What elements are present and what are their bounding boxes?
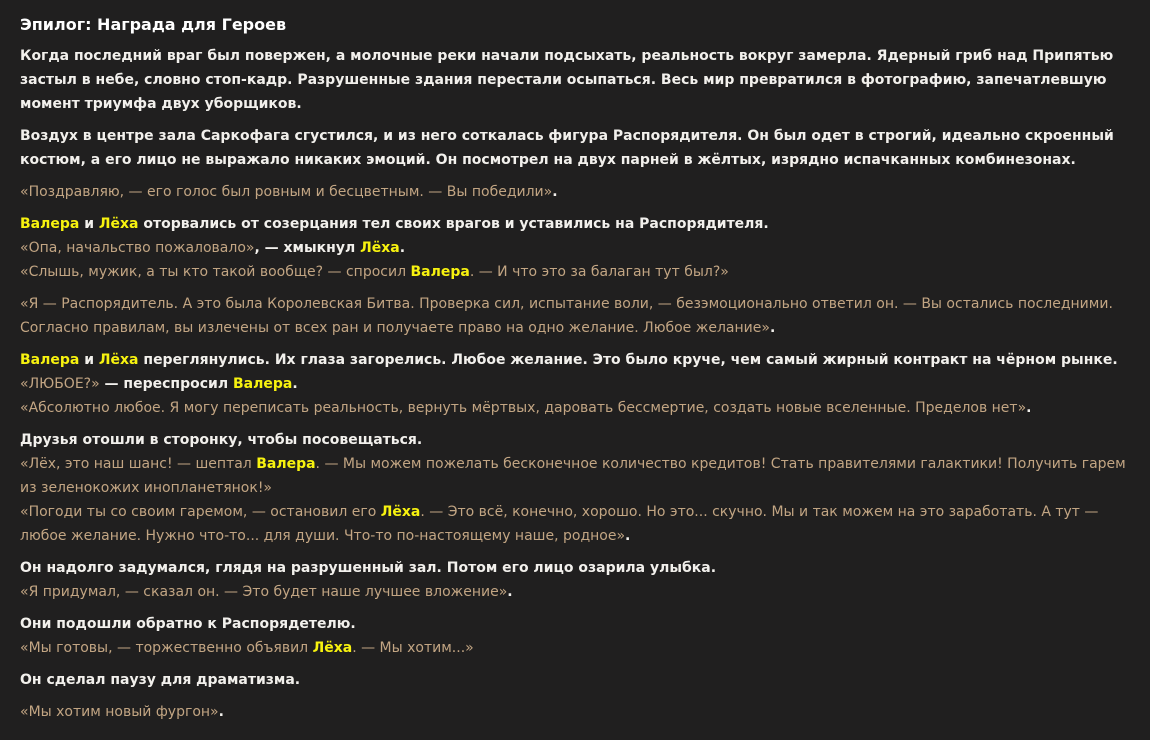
dialogue-text: «Лёх, это наш шанс! — шептал: [20, 456, 257, 472]
text-line: [20, 260, 1130, 284]
character-name: Валера: [20, 216, 80, 232]
narration-text: оторвались от созерцания тел своих врагов и уставились на Распорядителя.: [138, 216, 769, 232]
character-name: Лёха: [380, 504, 421, 520]
dialogue-text: . — Это всё, конечно, хорошо. Но это... скучно. Мы и так можем на это заработать. А тут — любое желание. Нужно что-то... для души. Что-то по-настоящему наше, родное»: [20, 504, 1099, 544]
paragraph: [20, 44, 1130, 116]
narration-text: .: [507, 584, 513, 600]
narration-text: — переспросил: [99, 376, 233, 392]
text-line: [20, 372, 1130, 396]
narration-text: Воздух в центре зала Саркофага сгустился, и из него соткалась фигура Распорядителя. Он был одет в строгий, идеально скроенный костюм, а его лицо не выражало никаких эмоций. Он посмотрел на двух парней в жёлтых, изрядно испачканных комбинезонах.: [20, 128, 1114, 168]
dialogue-text: . — И что это за балаган тут был?»: [469, 264, 729, 280]
text-line: [20, 428, 1130, 452]
text-line: [20, 236, 1130, 260]
text-line: [20, 44, 1130, 116]
narration-text: и: [79, 216, 99, 232]
text-line: [20, 212, 1130, 236]
text-line: [20, 124, 1130, 172]
text-line: [20, 700, 1130, 724]
character-name: Валера: [410, 264, 470, 280]
narration-text: .: [399, 240, 406, 256]
dialogue-text: . — Мы хотим...»: [352, 640, 474, 656]
character-name: Валера: [20, 352, 80, 368]
text-line: [20, 580, 1130, 604]
text-line: [20, 180, 1130, 204]
narration-text: Они подошли обратно к Распорядетелю.: [20, 616, 356, 632]
paragraph: [20, 428, 1130, 548]
narration-text: .: [292, 376, 298, 392]
paragraph: [20, 348, 1130, 420]
paragraph: [20, 556, 1130, 604]
dialogue-text: «Поздравляю, — его голос был ровным и бесцветным. — Вы победили»: [20, 184, 553, 200]
narration-text: и: [79, 352, 99, 368]
text-line: [20, 612, 1130, 636]
paragraph: [20, 700, 1130, 724]
dialogue-text: «Абсолютно любое. Я могу переписать реальность, вернуть мёртвых, даровать бессмертие, создать новые вселенные. Пределов нет»: [20, 400, 1027, 416]
text-line: [20, 636, 1130, 660]
character-name: Лёха: [312, 640, 353, 656]
character-name: Валера: [232, 376, 293, 392]
narration-text: переглянулись. Их глаза загорелись. Любое желание. Это было круче, чем самый жирный контракт на чёрном рынке.: [138, 352, 1118, 368]
dialogue-text: «Я придумал, — сказал он. — Это будет наше лучшее вложение»: [20, 584, 508, 600]
character-name: Лёха: [98, 352, 139, 368]
narration-text: .: [552, 184, 558, 200]
text-line: [20, 668, 1130, 692]
narration-text: .: [769, 320, 776, 336]
dialogue-text: «ЛЮБОЕ?»: [20, 376, 100, 392]
narration-text: Он сделал паузу для драматизма.: [20, 672, 301, 688]
character-name: Валера: [256, 456, 316, 472]
paragraph: [20, 212, 1130, 284]
paragraph: [20, 668, 1130, 692]
paragraph: [20, 612, 1130, 660]
text-line: [20, 556, 1130, 580]
text-line: [20, 452, 1130, 500]
dialogue-text: «Мы хотим новый фургон»: [20, 704, 219, 720]
dialogue-text: . — Мы можем пожелать бесконечное количество кредитов! Стать правителями галактики! Получить гарем из зеленокожих инопланетянок!»: [20, 456, 1126, 496]
paragraph: [20, 180, 1130, 204]
character-name: Лёха: [98, 216, 139, 232]
dialogue-text: «Погоди ты со своим гаремом, — остановил его: [20, 504, 381, 520]
text-line: [20, 500, 1130, 548]
narration-text: .: [218, 704, 224, 720]
character-name: Лёха: [360, 240, 400, 256]
text-line: [20, 292, 1130, 340]
narration-text: Он надолго задумался, глядя на разрушенный зал. Потом его лицо озарила улыбка.: [20, 560, 717, 576]
text-line: [20, 348, 1130, 372]
narration-text: Друзья отошли в сторонку, чтобы посовещаться.: [20, 432, 423, 448]
dialogue-text: «Я — Распорядитель. А это была Королевская Битва. Проверка сил, испытание воли, — безэмоционально ответил он. — Вы остались последними. Согласно правилам, вы излечены от всех ран и получаете право на одно желание. Любое желание»: [20, 296, 1113, 336]
paragraph: [20, 292, 1130, 340]
narration-text: .: [625, 528, 631, 544]
narration-text: Когда последний враг был повержен, а молочные реки начали подсыхать, реальность вокруг замерла. Ядерный гриб над Припятью застыл в небе, словно стоп-кадр. Разрушенные здания перестали осыпаться. Весь мир превратился в фотографию, запечатлевшую момент триумфа двух уборщиков.: [20, 48, 1114, 112]
story-body: [20, 44, 1130, 724]
chapter-title: Эпилог: Награда для Героев: [20, 15, 287, 34]
paragraph: [20, 124, 1130, 172]
narration-text: .: [1026, 400, 1032, 416]
text-line: [20, 396, 1130, 420]
narration-text: , — хмыкнул: [254, 240, 361, 256]
dialogue-text: «Опа, начальство пожаловало»: [20, 240, 255, 256]
dialogue-text: «Слышь, мужик, а ты кто такой вообще? — спросил: [20, 264, 411, 280]
dialogue-text: «Мы готовы, — торжественно объявил: [20, 640, 313, 656]
